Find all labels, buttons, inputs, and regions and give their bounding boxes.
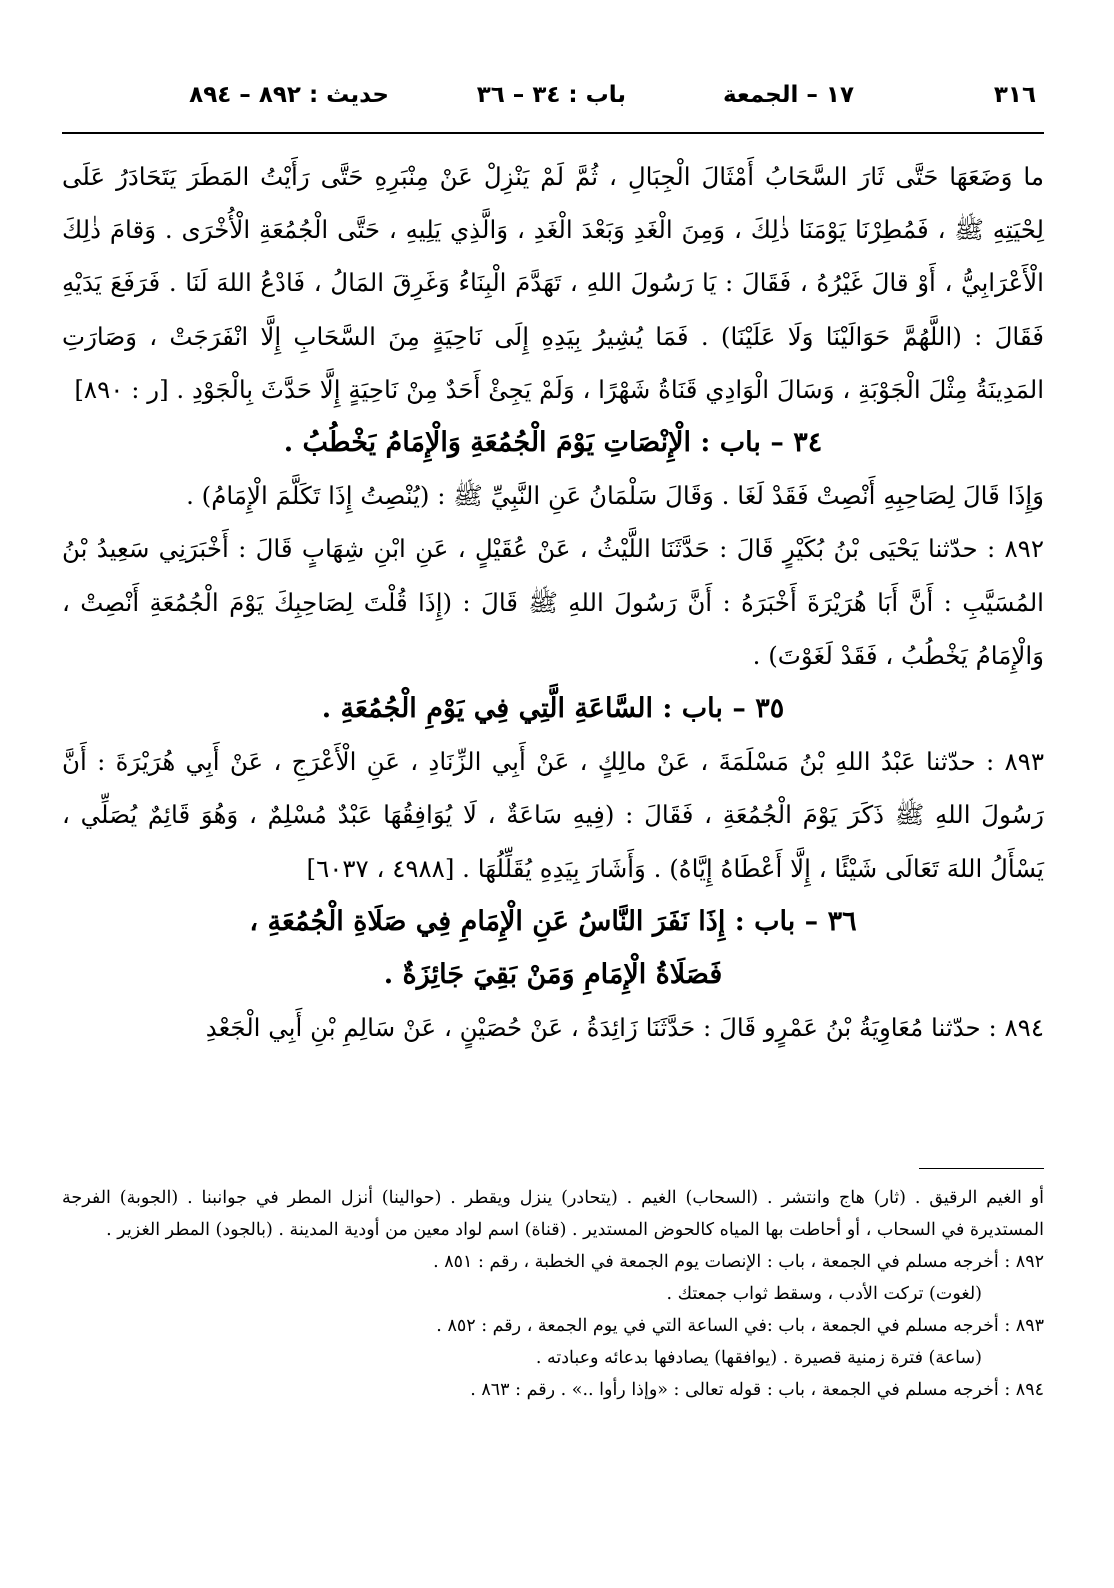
footnote-divider bbox=[919, 1168, 1044, 1169]
chapter-heading-36-line2: فَصَلَاةُ الْإِمَامِ وَمَنْ بَقِيَ جَائِزَةٌ . bbox=[383, 959, 723, 991]
running-header bbox=[62, 78, 1044, 118]
chapter-heading-35: ٣٥ – باب : السَّاعَةِ الَّتِي فِي يَوْمِ الْجُمُعَةِ . bbox=[321, 693, 785, 725]
hadith-893: ٨٩٣ : حدّثنا عَبْدُ اللهِ بْنُ مَسْلَمَةَ ، عَنْ مالِكٍ ، عَنْ أَبِي الزِّنَادِ ، عَنِ الْأَعْرَجِ ، عَنْ أَبِي هُرَيْرَةَ : أَنَّ رَسُولَ اللهِ ﷺ ذَكَرَ يَوْمَ الْجُمُعَةِ ، فَقَالَ : (فِيهِ سَاعَةٌ ، لَا يُوَافِقُهَا عَبْدٌ مُسْلِمٌ ، وَهُوَ قَائِمٌ يُصَلِّي ، يَسْأَلُ اللهَ تَعَالَى شَيْئًا ، إِلَّا أَعْطَاهُ إِيَّاهُ) . وَأَشَارَ بِيَدِهِ يُقَلِّلُهَا . [٤٩٨٨ ، ٦٠٣٧] bbox=[62, 747, 1044, 883]
header-divider bbox=[62, 132, 1044, 134]
narration-continuation: ما وَضَعَهَا حَتَّى ثَارَ السَّحَابُ أَمْثَالَ الْجِبَالِ ، ثُمَّ لَمْ يَنْزِلْ عَنْ مِنْبَرِهِ حَتَّى رَأَيْتُ المَطَرَ يَتَحَادَرُ عَلَى لِحْيَتِهِ ﷺ ، فَمُطِرْنَا يَوْمَنَا ذٰلِكَ ، وَمِنَ الْغَدِ وَبَعْدَ الْغَدِ ، وَالَّذِي يَلِيهِ ، حَتَّى الْجُمُعَةِ الْأُخْرَى . وَقامَ ذٰلِكَ الْأَعْرَابِيُّ ، أَوْ قالَ غَيْرُهُ ، فَقَالَ : يَا رَسُولَ اللهِ ، تَهَدَّمَ الْبِنَاءُ وَغَرِقَ المَالُ ، فَادْعُ اللهَ لَنَا . فَرَفَعَ يَدَيْهِ فَقَالَ : (اللَّهُمَّ حَوَالَيْنَا وَلَا عَلَيْنَا) . فَمَا يُشِيرُ بِيَدِهِ إِلَى نَاحِيَةٍ مِنَ السَّحَابِ إِلَّا انْفَرَجَتْ ، وَصَارَتِ المَدِينَةُ مِثْلَ الْجَوْبَةِ ، وَسَالَ الْوَادِي قَنَاةُ شَهْرًا ، وَلَمْ يَجِئْ أَحَدٌ مِنْ نَاحِيَةٍ إِلَّا حَدَّثَ بِالْجَوْدِ . [ر : ٨٩٠] bbox=[62, 162, 1044, 404]
hadith-894: ٨٩٤ : حدّثنا مُعَاوِيَةُ بْنُ عَمْرٍو قَالَ : حَدَّثَنَا زَائِدَةُ ، عَنْ حُصَيْنٍ ، عَنْ سَالِمِ بْنِ أَبِي الْجَعْدِ bbox=[205, 1013, 1044, 1043]
main-text bbox=[62, 150, 1044, 1054]
hadith-range: حديث : ٨٩٢ – ٨٩٤ bbox=[189, 82, 389, 108]
chapter-heading-34: ٣٤ – باب : الْإِنْصَاتِ يَوْمَ الْجُمُعَةِ وَالْإِمَامُ يَخْطُبُ . bbox=[283, 427, 823, 459]
chapter-heading-36-line1: ٣٦ – باب : إِذَا نَفَرَ النَّاسُ عَنِ الْإِمَامِ فِي صَلَاةِ الْجُمُعَةِ ، bbox=[249, 905, 857, 937]
footnote-892-gloss: (لغوت) تركت الأدب ، وسقط ثواب جمعتك . bbox=[666, 1284, 982, 1304]
chapter-intro-34: وَإِذَا قَالَ لِصَاحِبِهِ أَنْصِتْ فَقَدْ لَغَا . وَقَالَ سَلْمَانُ عَنِ النَّبِيِّ ﷺ : (يُنْصِتُ إِذَا تَكَلَّمَ الْإِمَامُ) . bbox=[186, 481, 1044, 511]
footnote-892: ٨٩٢ : أخرجه مسلم في الجمعة ، باب : الإنصات يوم الجمعة في الخطبة ، رقم : ٨٥١ . bbox=[433, 1252, 1044, 1272]
footnote-glossary: أو الغيم الرقيق . (ثار) هاج وانتشر . (السحاب) الغيم . (يتحادر) ينزل ويقطر . (حوالينا) أنزل المطر في جوانبنا . (الجوبة) الفرجة المستديرة في السحاب ، أو أحاطت بها المياه كالحوض المستدير . (قناة) اسم لواد معين من أودية المدينة . (بالجود) المطر الغزير . bbox=[62, 1188, 1044, 1240]
page-number: ٣١٦ bbox=[993, 82, 1036, 108]
hadith-892: ٨٩٢ : حدّثنا يَحْيَى بْنُ بُكَيْرٍ قَالَ : حَدَّثَنَا اللَّيْثُ ، عَنْ عُقَيْلٍ ، عَنِ ابْنِ شِهَابٍ قَالَ : أَخْبَرَنِي سَعِيدُ بْنُ المُسَيَّبِ : أَنَّ أَبَا هُرَيْرَةَ أَخْبَرَهُ : أَنَّ رَسُولَ اللهِ ﷺ قَالَ : (إِذَا قُلْتَ لِصَاحِبِكَ يَوْمَ الْجُمُعَةِ أَنْصِتْ ، وَالْإِمَامُ يَخْطُبُ ، فَقَدْ لَغَوْتَ) . bbox=[62, 534, 1044, 670]
footnote-894: ٨٩٤ : أخرجه مسلم في الجمعة ، باب : قوله تعالى : «وإذا رأوا ..» . رقم : ٨٦٣ . bbox=[470, 1380, 1044, 1400]
book-title: ١٧ – الجمعة bbox=[722, 82, 854, 108]
footnotes bbox=[62, 1182, 1044, 1406]
footnote-893-gloss: (ساعة) فترة زمنية قصيرة . (يوافقها) يصادفها بدعائه وعبادته . bbox=[535, 1348, 982, 1368]
footnote-893: ٨٩٣ : أخرجه مسلم في الجمعة ، باب :في الساعة التي في يوم الجمعة ، رقم : ٨٥٢ . bbox=[436, 1316, 1044, 1336]
chapter-range: باب : ٣٤ – ٣٦ bbox=[476, 82, 626, 108]
